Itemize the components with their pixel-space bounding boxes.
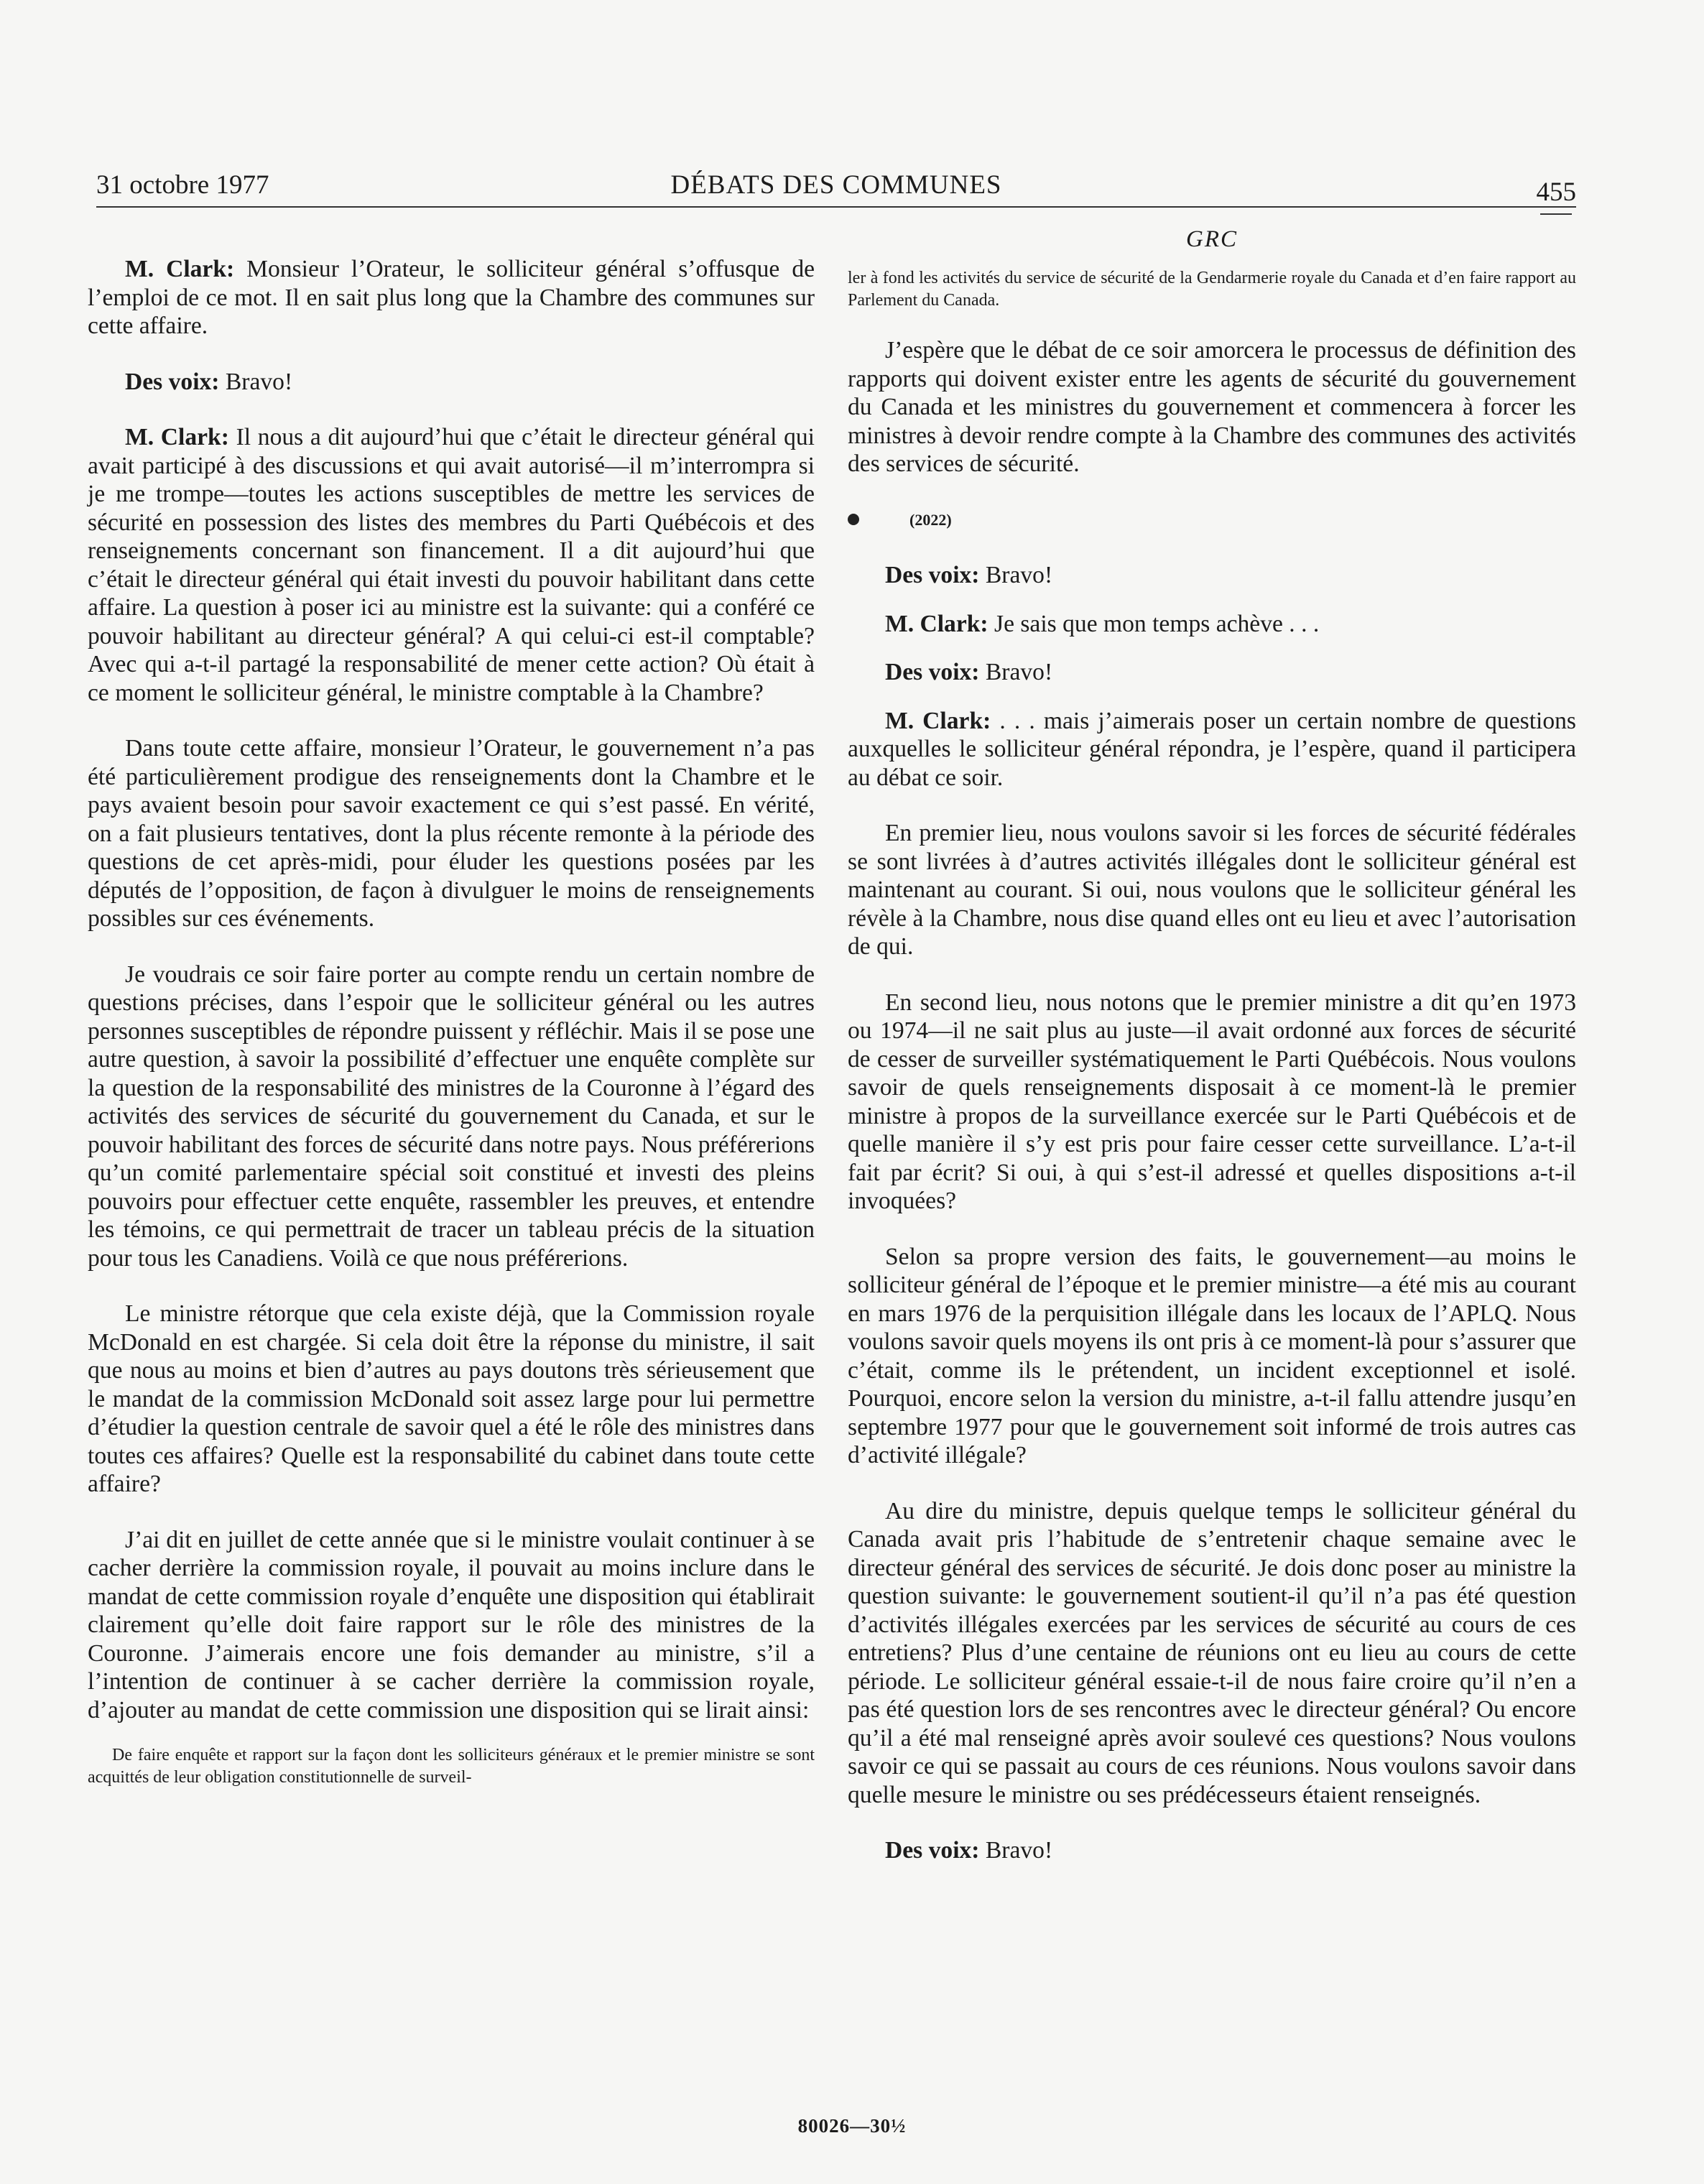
left-column	[88, 255, 815, 1816]
paragraph	[848, 561, 1576, 590]
time-marker	[848, 506, 1576, 535]
speech-text: Bravo!	[979, 659, 1053, 685]
paragraph	[848, 610, 1576, 639]
speaker-label: Des voix:	[125, 368, 220, 395]
paragraph	[848, 658, 1576, 687]
running-header	[96, 167, 1576, 210]
quoted-text: De faire enquête et rapport sur la façon dont les solliciteurs généraux et le premier ministre se sont acquittés de leur obligation constitutionnelle de surveil-	[88, 1746, 815, 1787]
paragraph	[848, 707, 1576, 792]
paragraph: J’espère que le débat de ce soir amorcera le processus de définition des rapports qui doivent exister entre les agents de sécurité du gouvernement du Canada et les ministres du gouvernement et commencera à forcer les ministres à devoir rendre compte à la Chambre des communes des activités des services de sécurité.	[848, 337, 1576, 477]
speaker-label: Des voix:	[885, 659, 980, 685]
paragraph: Au dire du ministre, depuis quelque temps le solliciteur général du Canada avait pris l’habitude de s’entretenir chaque semaine avec le directeur général des services de sécurité. Je dois donc poser au ministre la question suivante: le gouvernement soutient-il qu’il n’a pas été question d’activités illégales exercées par les services de sécurité au cours de ces entretiens? Plus d’une centaine de réunions ont eu lieu au cours de cette période. Le solliciteur général essaie-t-il de nous faire croire qu’il n’en a pas été question lors de ses rencontres avec le directeur général? Ou encore qu’il a été mal renseigné après avoir soulevé ces questions? Nous voulons savoir ce qui se passait au cours de ces réunions. Nous voulons savoir dans quelle mesure le ministre ou ses prédécesseurs étaient renseignés.	[848, 1497, 1576, 1808]
paragraph: En premier lieu, nous voulons savoir si les forces de sécurité fédérales se sont livrées à d’autres activités illégales dont le solliciteur général est maintenant au courant. Si oui, nous voulons que le solliciteur général les révèle à la Chambre, nous dise quand elles ont eu lieu et avec l’autorisation de qui.	[848, 820, 1576, 960]
page-number-rule	[1540, 213, 1572, 215]
paragraph: Selon sa propre version des faits, le gouvernement—au moins le solliciteur général de l’époque et le premier ministre—a été mis au courant en mars 1976 de la perquisition illégale dans les locaux de l’APLQ. Nous voulons savoir quels moyens ils ont pris à ce moment-là pour s’assurer que c’était, comme ils le prétendent, un incident exceptionnel et isolé. Pourquoi, encore selon la version du ministre, a-t-il fallu attendre jusqu’en septembre 1977 pour que le gouvernement soit informé de trois autres cas d’activité illégale?	[848, 1243, 1576, 1468]
header-rule	[96, 206, 1576, 208]
paragraph	[88, 255, 815, 341]
speaker-label: Des voix:	[885, 562, 980, 588]
paragraph: Le ministre rétorque que cela existe déjà, que la Commission royale McDonald en est chargée. Si cela doit être la réponse du ministre, il sait que nous au moins et bien d’autres au pays doutons très sérieusement que le mandat de la commission McDonald soit assez large pour lui permettre d’étudier la question centrale de savoir quel a été le rôle des ministres dans toutes ces affaires? Quelle est la responsabilité du cabinet dans toute cette affaire?	[88, 1300, 815, 1497]
speaker-label: M. Clark:	[125, 256, 235, 282]
speaker-label: M. Clark:	[885, 610, 988, 637]
time-marker-text: (2022)	[909, 510, 952, 529]
speech-text: Je sais que mon temps achève . . .	[988, 610, 1320, 637]
speech-text: . . . mais j’aimerais poser un certain nombre de questions auxquelles le solliciteur général répondra, je l’espère, quand il participera au débat ce soir.	[848, 707, 1576, 791]
speech-text: Bravo!	[219, 368, 293, 395]
speech-text: Bravo!	[979, 1837, 1053, 1864]
speaker-label: M. Clark:	[885, 707, 991, 734]
bullet-icon	[848, 514, 859, 525]
header-date: 31 octobre 1977	[96, 170, 269, 200]
paragraph: J’ai dit en juillet de cette année que si le ministre voulait continuer à se cacher derrière la commission royale, il pouvait au moins inclure dans le mandat de cette commission royale d’enquête une disposition qui établirait clairement qu’elle doit faire rapport sur le rôle des ministres de la Couronne. J’aimerais encore une fois demander au ministre, s’il a l’intention de continuer à se cacher derrière la commission royale, d’ajouter au mandat de cette commission une disposition qui se lirait ainsi:	[88, 1526, 815, 1723]
speech-text: Monsieur l’Orateur, le solliciteur général s’offusque de l’emploi de ce mot. Il en sait plus long que la Chambre des communes sur cette affaire.	[88, 256, 815, 339]
paragraph	[88, 368, 815, 397]
paragraph	[88, 423, 815, 707]
section-title: GRC	[1186, 226, 1238, 252]
paragraph: Je voudrais ce soir faire porter au compte rendu un certain nombre de questions précises, dans l’espoir que le solliciteur général ou les autres personnes susceptibles de répondre puissent y réfléchir. Mais il se pose une autre question, à savoir la possibilité d’effectuer une enquête complète sur la question de la responsabilité des ministres de la Couronne à l’égard des activités des services de sécurité du gouvernement du Canada, et sur le pouvoir habilitant des forces de sécurité dans notre pays. Nous préférerions qu’un comité parlementaire spécial soit constitué et investi des pleins pouvoirs pour effectuer cette enquête, rassembler les preuves, et entendre les témoins, ce qui permettrait de tracer un tableau précis de la situation pour tous les Canadiens. Voilà ce que nous préférerions.	[88, 961, 815, 1272]
paragraph: Dans toute cette affaire, monsieur l’Orateur, le gouvernement n’a pas été particulièrement prodigue des renseignements dont la Chambre et le pays avaient besoin pour savoir exactement ce qui s’est passé. En vérité, on a fait plusieurs tentatives, dont la plus récente remonte à la période des questions de cet après-midi, pour éluder les questions posées par les députés de l’opposition, de façon à divulguer le moins de renseignements possibles sur ces événements.	[88, 735, 815, 932]
speech-text: Bravo!	[979, 562, 1053, 588]
right-column	[848, 267, 1576, 1892]
speaker-label: M. Clark:	[125, 424, 229, 450]
quoted-text-continued: ler à fond les activités du service de sécurité de la Gendarmerie royale du Canada et d’en faire rapport au Parlement du Canada.	[848, 269, 1576, 310]
header-title: DÉBATS DES COMMUNES	[670, 170, 1002, 200]
speech-text: Il nous a dit aujourd’hui que c’était le directeur général qui avait participé à des discussions et qui avait autorisé—il m’interrompra si je me trompe—toutes les actions susceptibles de mettre les services de sécurité en possession des listes des membres du Parti Québécois et des renseignements concernant son financement. Il a dit aujourd’hui que c’était le directeur général qui était investi du pouvoir habilitant dans cette affaire. La question à poser ici au ministre est la suivante: qui a conféré ce pouvoir habilitant au directeur général? A qui celui-ci est-il comptable? Avec qui a-t-il partagé la responsabilité de mener cette action? Où était à ce moment le solliciteur général, le ministre comptable à la Chambre?	[88, 424, 815, 706]
speaker-label: Des voix:	[885, 1837, 980, 1864]
paragraph	[848, 1836, 1576, 1865]
page-number: 455	[1536, 177, 1576, 207]
paragraph: En second lieu, nous notons que le premier ministre a dit qu’en 1973 ou 1974—il ne sait plus au juste—il avait ordonné aux forces de sécurité de cesser de surveiller systématiquement le Parti Québécois. Nous voulons savoir de quels renseignements disposait à ce moment-là le premier ministre à propos de la surveillance exercée sur le Parti Québécois et de quelle manière il s’y est pris pour faire cesser cette surveillance. L’a-t-il fait par écrit? Si oui, à qui s’est-il adressé et quelles dispositions a-t-il invoquées?	[848, 989, 1576, 1214]
page-footer: 80026—30½	[797, 2115, 907, 2137]
